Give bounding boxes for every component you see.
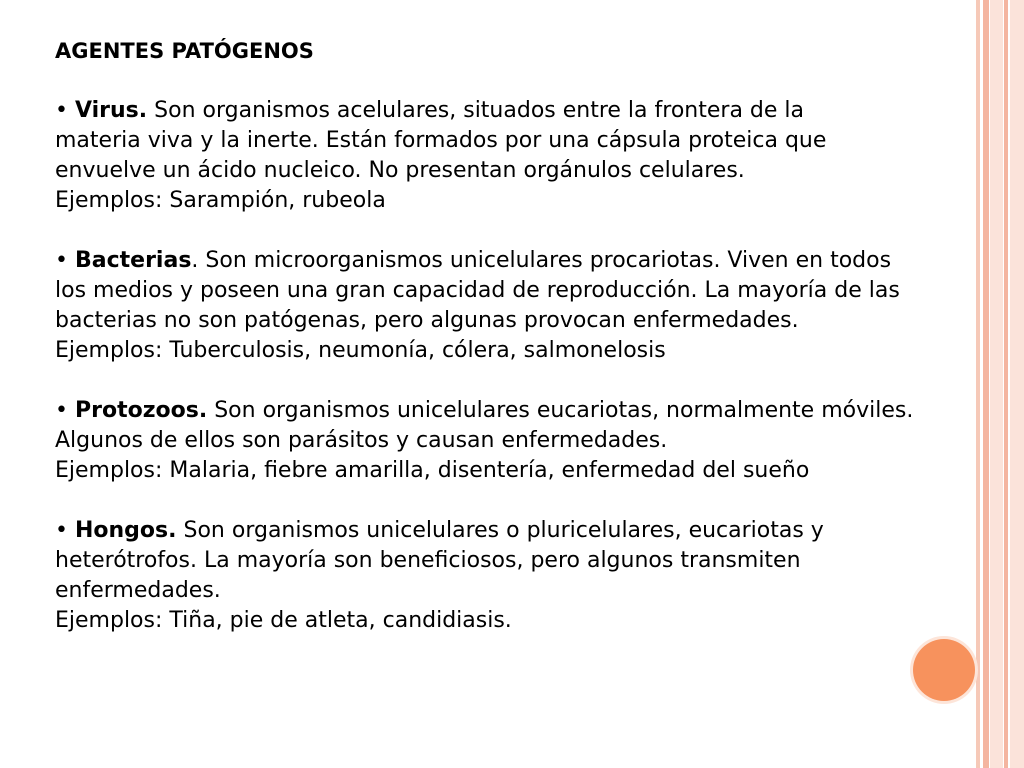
item-text: Son organismos unicelulares eucariotas, normalmente móviles. [214,398,914,423]
item-text: envuelve un ácido nucleico. No presentan orgánulos celulares. [55,158,745,183]
bullet: • [55,518,68,543]
decorative-stripe [976,0,980,768]
item-name: Hongos. [74,518,177,543]
list-item-bacterias [55,246,955,366]
list-item-virus [55,96,955,216]
item-text: enfermedades. [55,578,221,603]
item-first-line [55,516,955,546]
item-text: . Son microorganismos unicelulares procariotas. Viven en todos [191,248,892,273]
bullet: • [55,398,68,423]
item-name: Protozoos. [74,398,208,423]
item-text: los medios y poseen una gran capacidad de reproducción. La mayoría de las [55,278,900,303]
bullet: • [55,98,68,123]
item-text: heterótrofos. La mayoría son beneficiosos, pero algunos transmiten [55,548,801,573]
spacer [55,66,955,96]
item-examples: Ejemplos: Sarampión, rubeola [55,188,386,213]
item-text: Son organismos acelulares, situados entre la frontera de la [154,98,804,123]
item-first-line [55,246,955,276]
decorative-stripe [1004,0,1008,768]
bullet: • [55,248,68,273]
slide-content [55,36,955,666]
item-first-line [55,96,955,126]
item-name: Bacterias [74,248,192,273]
item-text: Algunos de ellos son parásitos y causan enfermedades. [55,428,668,453]
item-examples: Ejemplos: Tuberculosis, neumonía, cólera, salmonelosis [55,338,666,363]
decorative-stripe [990,0,1003,768]
decorative-stripe [1010,0,1024,768]
item-examples: Ejemplos: Malaria, fiebre amarilla, disentería, enfermedad del sueño [55,458,810,483]
item-name: Virus. [74,98,148,123]
list-item-hongos [55,516,955,636]
item-first-line [55,396,955,426]
item-text: bacterias no son patógenas, pero algunas provocan enfermedades. [55,308,799,333]
list-item-protozoos [55,396,955,486]
item-text: Son organismos unicelulares o pluricelulares, eucariotas y [183,518,824,543]
item-text: materia viva y la inerte. Están formados por una cápsula proteica que [55,128,827,153]
page-title: AGENTES PATÓGENOS [55,39,314,63]
item-examples: Ejemplos: Tiña, pie de atleta, candidiasis. [55,608,512,633]
decorative-stripe [983,0,989,768]
